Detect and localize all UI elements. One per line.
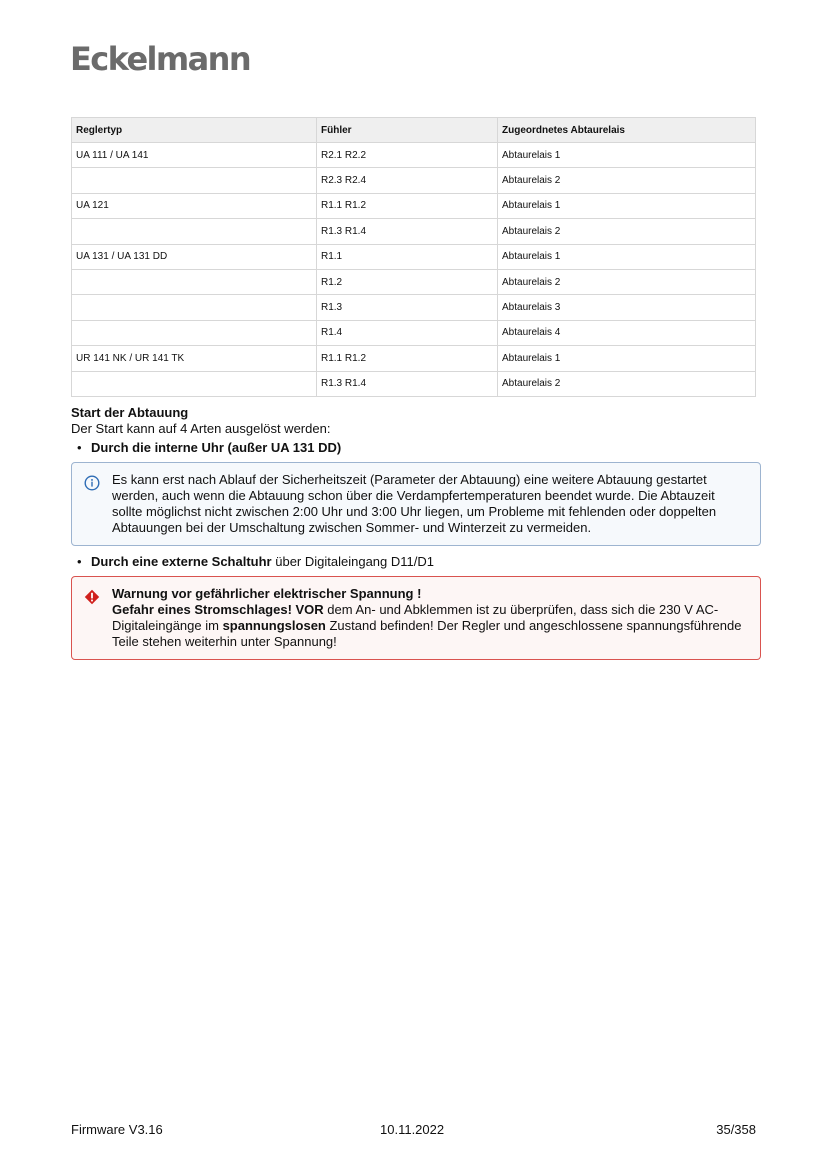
warning-body <box>112 602 748 650</box>
bullet-internal-clock-text: Durch die interne Uhr (außer UA 131 DD) <box>91 440 342 455</box>
cell-reglertyp: UR 141 NK / UR 141 TK <box>72 346 317 371</box>
warning-body-bold-2: spannungslosen <box>222 618 326 633</box>
bullet-external-timer-bold: Durch eine externe Schaltuhr <box>91 554 272 569</box>
table-row <box>72 219 756 244</box>
cell-reglertyp <box>72 269 317 294</box>
relay-assignment-table <box>71 117 756 397</box>
cell-fuehler: R1.2 <box>317 269 498 294</box>
cell-fuehler: R1.1 <box>317 244 498 269</box>
cell-fuehler: R1.1 R1.2 <box>317 193 498 218</box>
info-icon <box>84 475 100 495</box>
defrost-start-section <box>71 405 761 660</box>
info-note-text: Es kann erst nach Ablauf der Sicherheitszeit (Parameter der Abtauung) eine weitere Abtauung gestartet werden, auch wenn die Abtauung schon über die Verdampfertemperaturen beendet wurde. Die Abtauzeit sollte möglichst nicht zwischen 2:00 Uhr und 3:00 Uhr liegen, um Probleme mit fehlenden oder doppelten Abtauungen bei der Umschaltung zwischen Sommer- und Winterzeit zu vermeiden. <box>112 472 717 535</box>
footer-firmware: Firmware V3.16 <box>71 1122 163 1137</box>
table-row <box>72 371 756 396</box>
bullet-external-timer <box>77 554 761 570</box>
cell-abtaurelais: Abtaurelais 1 <box>498 244 756 269</box>
cell-abtaurelais: Abtaurelais 3 <box>498 295 756 320</box>
warning-body-bold-1: Gefahr eines Stromschlages! VOR <box>112 602 324 617</box>
cell-fuehler: R1.3 R1.4 <box>317 371 498 396</box>
warning-body-text-1: dem An- und Abklemmen ist zu überprüfen, dass sich die 230 V AC-Digitaleingänge im <box>112 602 719 633</box>
table-header-row <box>72 118 756 143</box>
info-note <box>71 462 761 546</box>
table-row <box>72 143 756 168</box>
warning-body-text-2: Zustand befinden! Der Regler und angeschlossene spannungsführende Teile stehen weiterhin unter Spannung! <box>112 618 742 649</box>
warning-note <box>71 576 761 660</box>
table-row <box>72 168 756 193</box>
cell-abtaurelais: Abtaurelais 1 <box>498 193 756 218</box>
cell-abtaurelais: Abtaurelais 2 <box>498 371 756 396</box>
section-intro: Der Start kann auf 4 Arten ausgelöst werden: <box>71 421 331 436</box>
cell-reglertyp <box>72 295 317 320</box>
header-fuehler: Fühler <box>317 118 498 143</box>
cell-fuehler: R2.1 R2.2 <box>317 143 498 168</box>
bullet-dot: • <box>77 554 82 569</box>
cell-reglertyp <box>72 168 317 193</box>
cell-fuehler: R1.1 R1.2 <box>317 346 498 371</box>
cell-fuehler: R2.3 R2.4 <box>317 168 498 193</box>
table-row <box>72 320 756 345</box>
cell-fuehler: R1.4 <box>317 320 498 345</box>
cell-reglertyp: UA 111 / UA 141 <box>72 143 317 168</box>
cell-reglertyp <box>72 219 317 244</box>
header-abtaurelais: Zugeordnetes Abtaurelais <box>498 118 756 143</box>
table-row <box>72 346 756 371</box>
footer-date: 10.11.2022 <box>380 1122 445 1137</box>
table-row <box>72 244 756 269</box>
cell-fuehler: R1.3 R1.4 <box>317 219 498 244</box>
brand-logo: Eckelmann <box>70 40 251 78</box>
cell-reglertyp <box>72 320 317 345</box>
cell-reglertyp: UA 121 <box>72 193 317 218</box>
bullet-dot: • <box>77 440 82 455</box>
table-row <box>72 295 756 320</box>
header-reglertyp: Reglertyp <box>72 118 317 143</box>
cell-abtaurelais: Abtaurelais 1 <box>498 346 756 371</box>
cell-abtaurelais: Abtaurelais 2 <box>498 168 756 193</box>
cell-reglertyp <box>72 371 317 396</box>
table-row <box>72 193 756 218</box>
section-title: Start der Abtauung <box>71 405 189 420</box>
cell-abtaurelais: Abtaurelais 2 <box>498 219 756 244</box>
cell-abtaurelais: Abtaurelais 4 <box>498 320 756 345</box>
cell-reglertyp: UA 131 / UA 131 DD <box>72 244 317 269</box>
warning-title: Warnung vor gefährlicher elektrischer Spannung ! <box>112 586 422 601</box>
table-row <box>72 269 756 294</box>
cell-fuehler: R1.3 <box>317 295 498 320</box>
footer-page-number: 35/358 <box>716 1122 756 1137</box>
bullet-external-timer-text: über Digitaleingang D11/D1 <box>271 554 434 569</box>
cell-abtaurelais: Abtaurelais 2 <box>498 269 756 294</box>
bullet-internal-clock <box>77 440 761 456</box>
cell-abtaurelais: Abtaurelais 1 <box>498 143 756 168</box>
warning-icon <box>84 589 100 609</box>
